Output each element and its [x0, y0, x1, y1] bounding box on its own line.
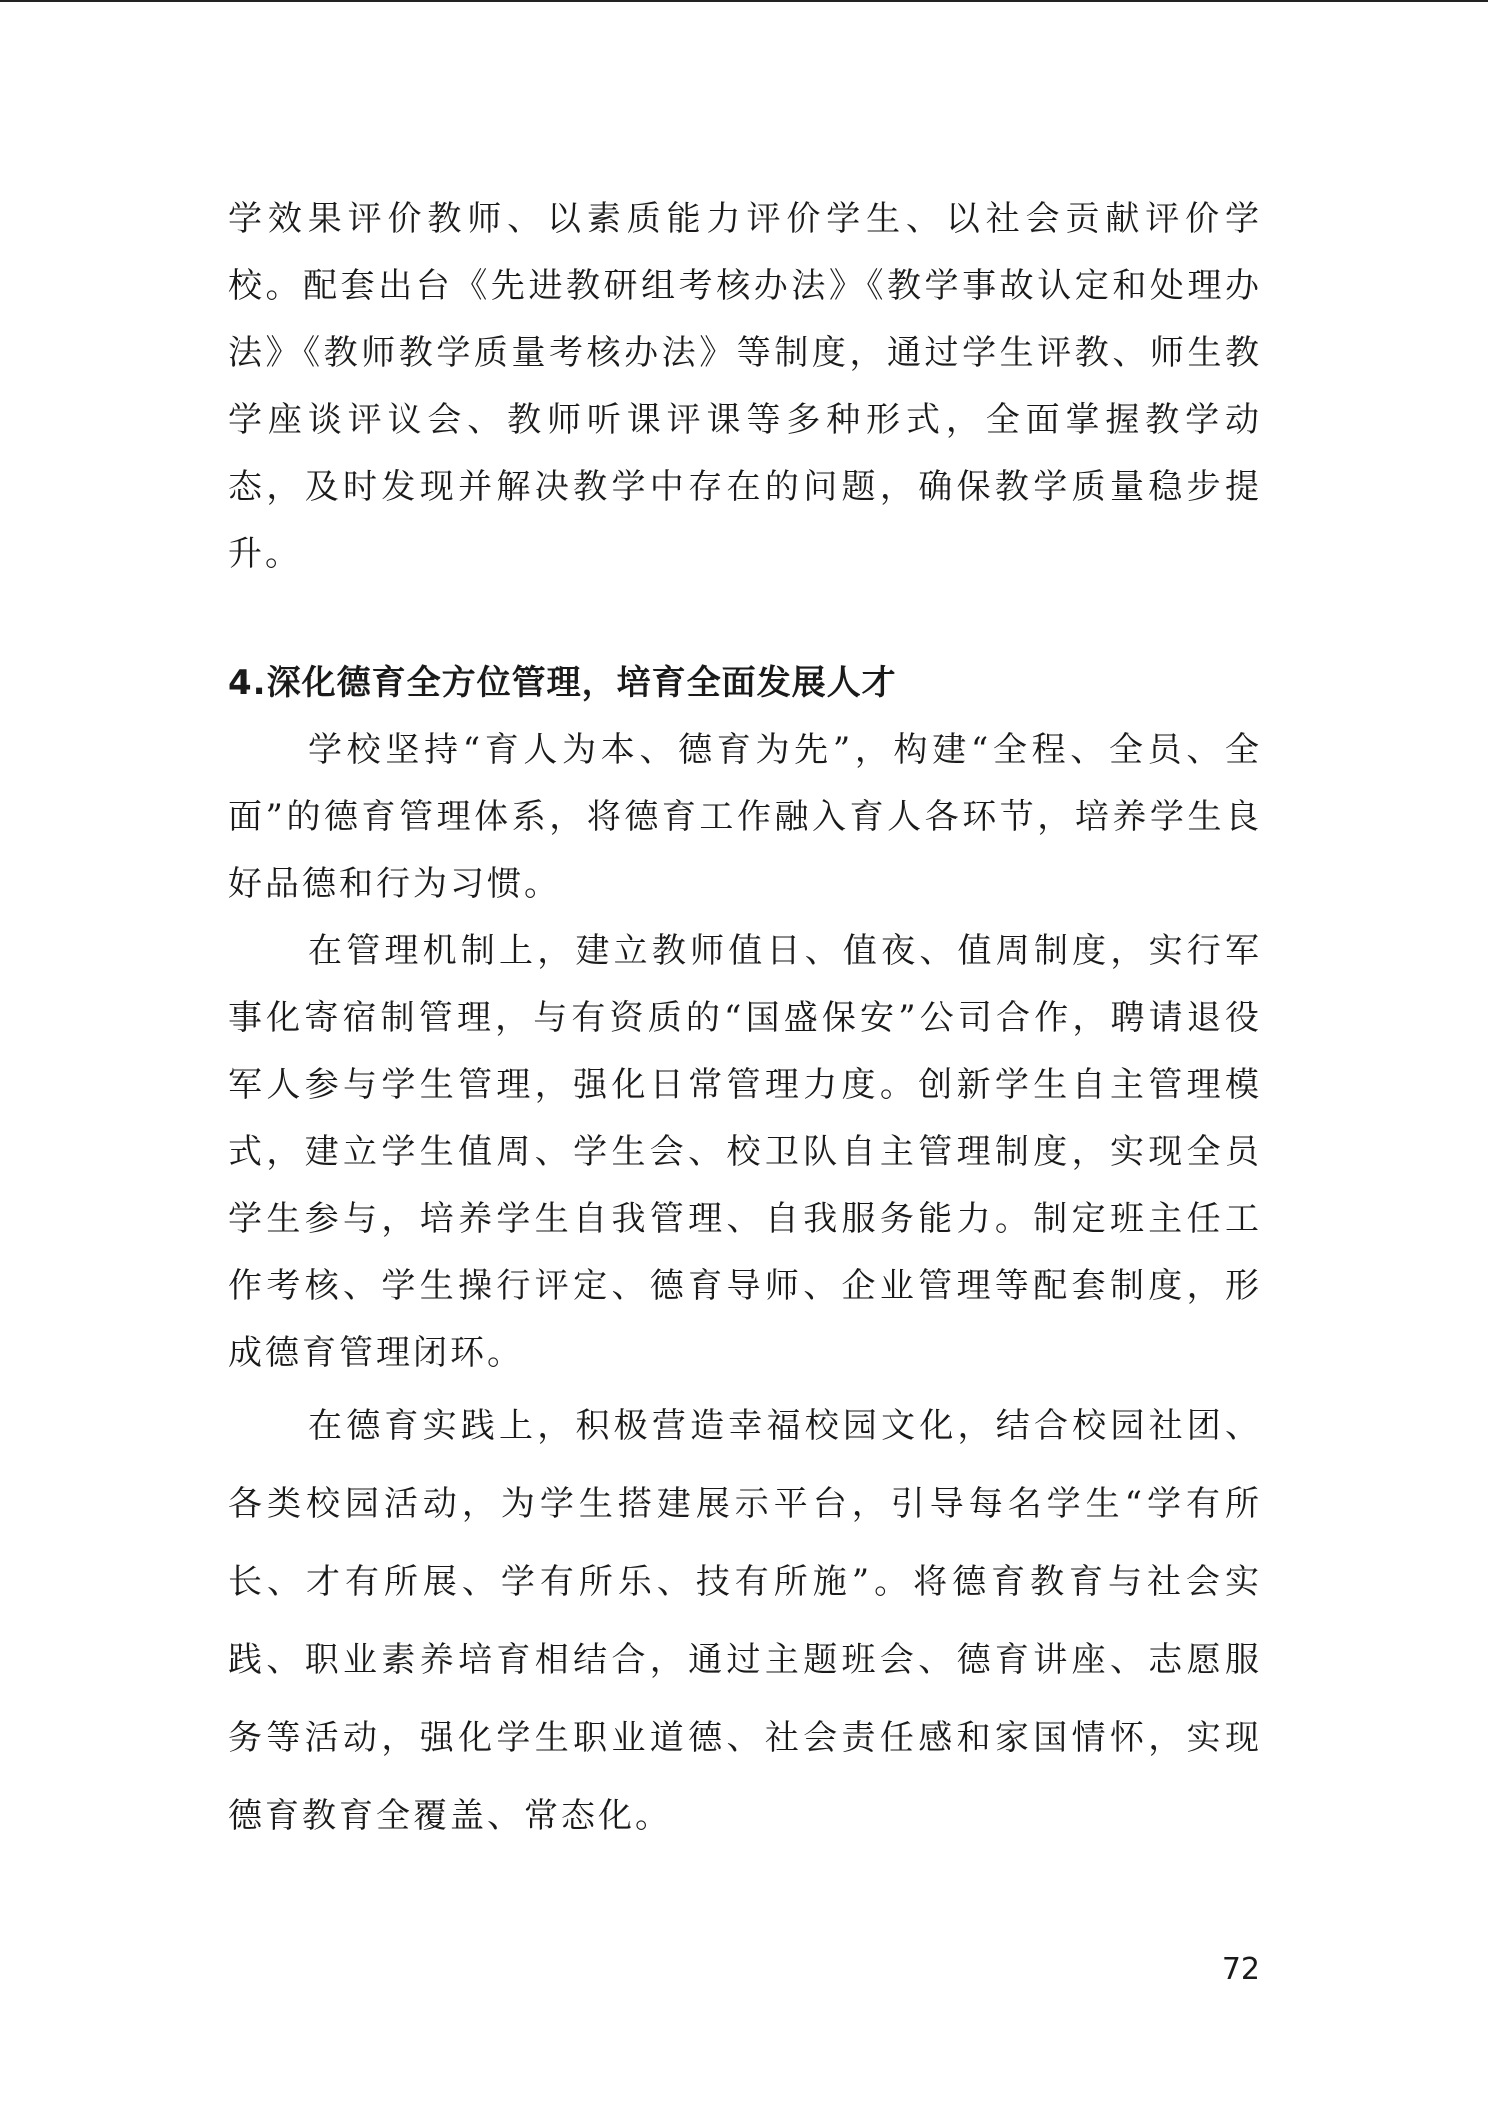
top-border — [0, 0, 1488, 2]
document-body — [228, 186, 1262, 1855]
section-heading-moral-education: 4.深化德育全方位管理，培育全面发展人才 — [228, 663, 897, 703]
paragraph-moral-practice: 在德育实践上，积极营造幸福校园文化，结合校园社团、各类校园活动，为学生搭建展示平台，引导每名学生“学有所长、才有所展、学有所乐、技有所施”。将德育教育与社会实践、职业素养培育相结合，通过主题班会、德育讲座、志愿服务等活动，强化学生职业道德、社会责任感和家国情怀，实现德育教育全覆盖、常态化。 — [228, 1406, 1262, 1836]
page-number: 72 — [1221, 1952, 1260, 1987]
paragraph-moral-education-system: 学校坚持“育人为本、德育为先”，构建“全程、全员、全面”的德育管理体系，将德育工作融入育人各环节，培养学生良好品德和行为习惯。 — [228, 730, 1262, 904]
paragraph-management-mechanism: 在管理机制上，建立教师值日、值夜、值周制度，实行军事化寄宿制管理，与有资质的“国盛保安”公司合作，聘请退役军人参与学生管理，强化日常管理力度。创新学生自主管理模式，建立学生值周、学生会、校卫队自主管理制度，实现全员学生参与，培养学生自我管理、自我服务能力。制定班主任工作考核、学生操行评定、德育导师、企业管理等配套制度，形成德育管理闭环。 — [228, 931, 1262, 1373]
paragraph-teaching-evaluation: 学效果评价教师、以素质能力评价学生、以社会贡献评价学校。配套出台《先进教研组考核办法》《教学事故认定和处理办法》《教师教学质量考核办法》等制度，通过学生评教、师生教学座谈评议会、教师听课评课等多种形式，全面掌握教学动态，及时发现并解决教学中存在的问题，确保教学质量稳步提升。 — [228, 199, 1262, 574]
